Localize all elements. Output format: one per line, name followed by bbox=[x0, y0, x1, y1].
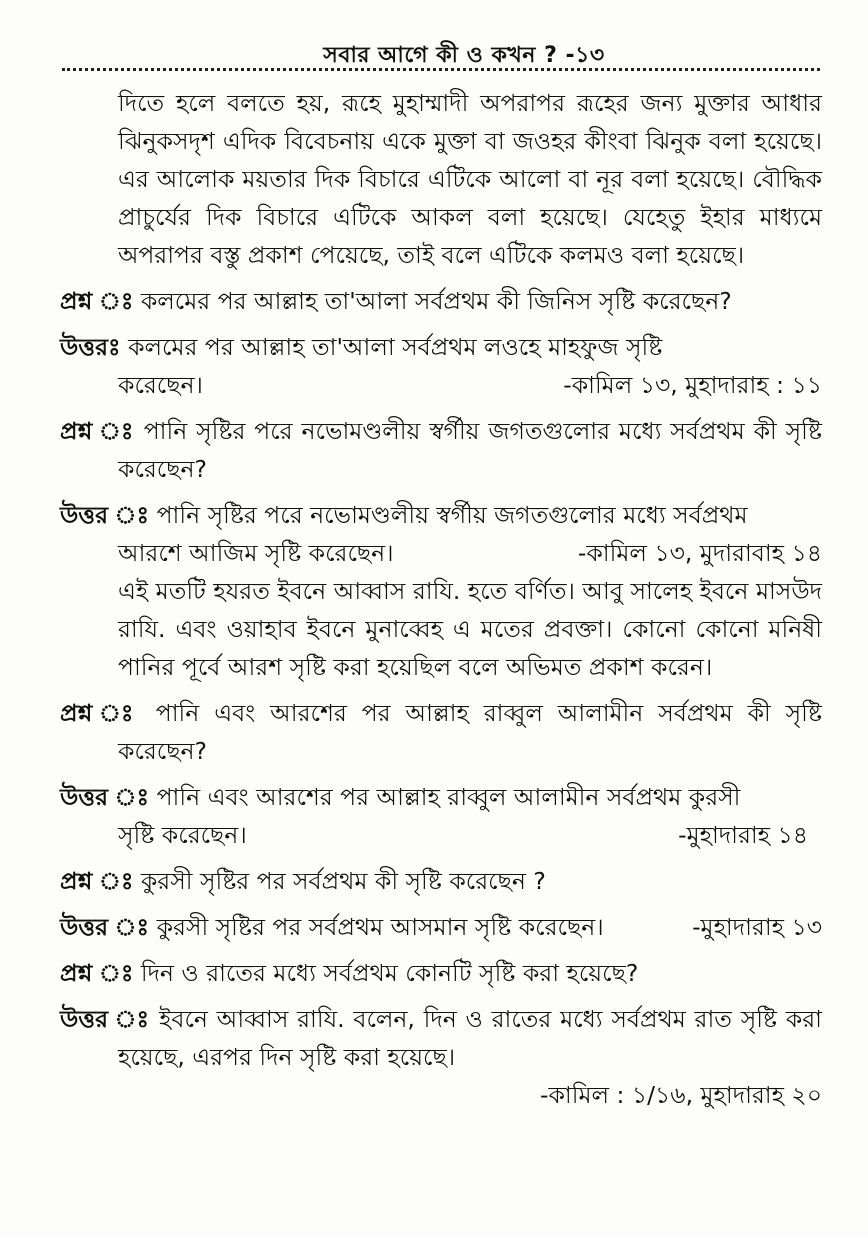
running-header: সবার আগে কী ও কখন ? -১৩ bbox=[323, 43, 605, 68]
answer-text: পানি এবং আরশের পর আল্লাহ রাব্বুল আলামীন সর্বপ্রথম কুরসী bbox=[156, 783, 741, 811]
reference: -কামিল ১৩, মুহাদারাহ : ১১ bbox=[563, 371, 822, 399]
answer-2-note: এই মতটি হযরত ইবনে আব্বাস রাযি. হতে বর্ণিত। আবু সালেহ ইবনে মাসউদ রাযি. এবং ওয়াহাব ইবনে মুনাব্বেহ এ মতের প্রবক্তা। কোনো কোনো মনিষী পানির পূর্বে আরশ সৃষ্টি করা হয়েছিল বলে অভিমত প্রকাশ করেন। bbox=[118, 577, 822, 681]
answer-1 bbox=[60, 328, 822, 404]
answer-label: উত্তর ঃ bbox=[60, 1005, 151, 1033]
reference: -কামিল ১৩, মুদারাবাহ ১৪ bbox=[577, 539, 822, 567]
question-text: কুরসী সৃষ্টির পর সর্বপ্রথম কী সৃষ্টি করেছেন ? bbox=[140, 867, 546, 895]
question-2 bbox=[60, 412, 822, 488]
question-label: প্রশ্ন ঃ bbox=[60, 417, 135, 445]
question-label: প্রশ্ন ঃ bbox=[60, 699, 141, 727]
answer-label: উত্তর ঃ bbox=[60, 913, 150, 941]
answer-label: উত্তর ঃ bbox=[60, 501, 150, 529]
answer-2 bbox=[60, 496, 822, 572]
answer-text: কলমের পর আল্লাহ তা'আলা সর্বপ্রথম লওহে মাহফুজ সৃষ্টি bbox=[128, 333, 663, 361]
answer-5-reference-row bbox=[60, 1076, 822, 1114]
answer-tail: করেছেন। bbox=[118, 371, 203, 399]
question-5 bbox=[60, 954, 822, 992]
question-1 bbox=[60, 282, 822, 320]
question-text: কলমের পর আল্লাহ তা'আলা সর্বপ্রথম কী জিনিস সৃষ্টি করেছেন? bbox=[140, 287, 732, 315]
answer-tail: সৃষ্টি করেছেন। bbox=[118, 821, 247, 849]
header-divider bbox=[62, 68, 820, 71]
answer-tail: আরশে আজিম সৃষ্টি করেছেন। bbox=[118, 539, 394, 567]
answer-4 bbox=[60, 908, 822, 946]
answer-5 bbox=[60, 1000, 822, 1076]
reference: -মুহাদারাহ ১৩ bbox=[692, 913, 822, 941]
intro-paragraph: দিতে হলে বলতে হয়, রূহে মুহাম্মাদী অপরাপর রূহের জন্য মুক্তার আধার ঝিনুকসদৃশ এদিক বিবেচনায় একে মুক্তা বা জওহর কীংবা ঝিনুক বলা হয়েছে। এর আলোক ময়তার দিক বিচারে এটিকে আলো বা নূর বলা হয়েছে। বৌদ্ধিক প্রাচুর্যের দিক বিচারে এটিকে আকল বলা হয়েছে। যেহেতু ইহার মাধ্যমে অপরাপর বস্তু প্রকাশ পেয়েছে, তাই বলে এটিকে কলমও বলা হয়েছে। bbox=[118, 89, 822, 269]
answer-text: কুরসী সৃষ্টির পর সর্বপ্রথম আসমান সৃষ্টি করেছেন। bbox=[156, 913, 604, 941]
question-text: দিন ও রাতের মধ্যে সর্বপ্রথম কোনটি সৃষ্টি করা হয়েছে? bbox=[140, 959, 639, 987]
question-text: পানি সৃষ্টির পরে নভোমণ্ডলীয় স্বর্গীয় জগতগুলোর মধ্যে সর্বপ্রথম কী সৃষ্টি করেছেন? bbox=[118, 417, 822, 483]
answer-label: উত্তরঃ bbox=[60, 333, 121, 361]
answer-text: পানি সৃষ্টির পরে নভোমণ্ডলীয় স্বর্গীয় জগতগুলোর মধ্যে সর্বপ্রথম bbox=[156, 501, 748, 529]
reference: -কামিল : ১/১৬, মুহাদারাহ ২০ bbox=[540, 1081, 822, 1109]
page-body bbox=[60, 84, 822, 1114]
answer-text: ইবনে আব্বাস রাযি. বলেন, দিন ও রাতের মধ্যে সর্বপ্রথম রাত সৃষ্টি করা হয়েছে, এরপর দিন সৃষ্টি করা হয়েছে। bbox=[118, 1005, 822, 1071]
question-label: প্রশ্ন ঃ bbox=[60, 867, 134, 895]
answer-3 bbox=[60, 778, 822, 854]
answer-label: উত্তর ঃ bbox=[60, 783, 150, 811]
question-3 bbox=[60, 694, 822, 770]
question-text: পানি এবং আরশের পর আল্লাহ রাব্বুল আলামীন সর্বপ্রথম কী সৃষ্টি করেছেন? bbox=[118, 699, 822, 765]
question-label: প্রশ্ন ঃ bbox=[60, 959, 134, 987]
question-label: প্রশ্ন ঃ bbox=[60, 287, 134, 315]
reference: -মুহাদারাহ ১৪ bbox=[678, 821, 808, 849]
question-4 bbox=[60, 862, 822, 900]
